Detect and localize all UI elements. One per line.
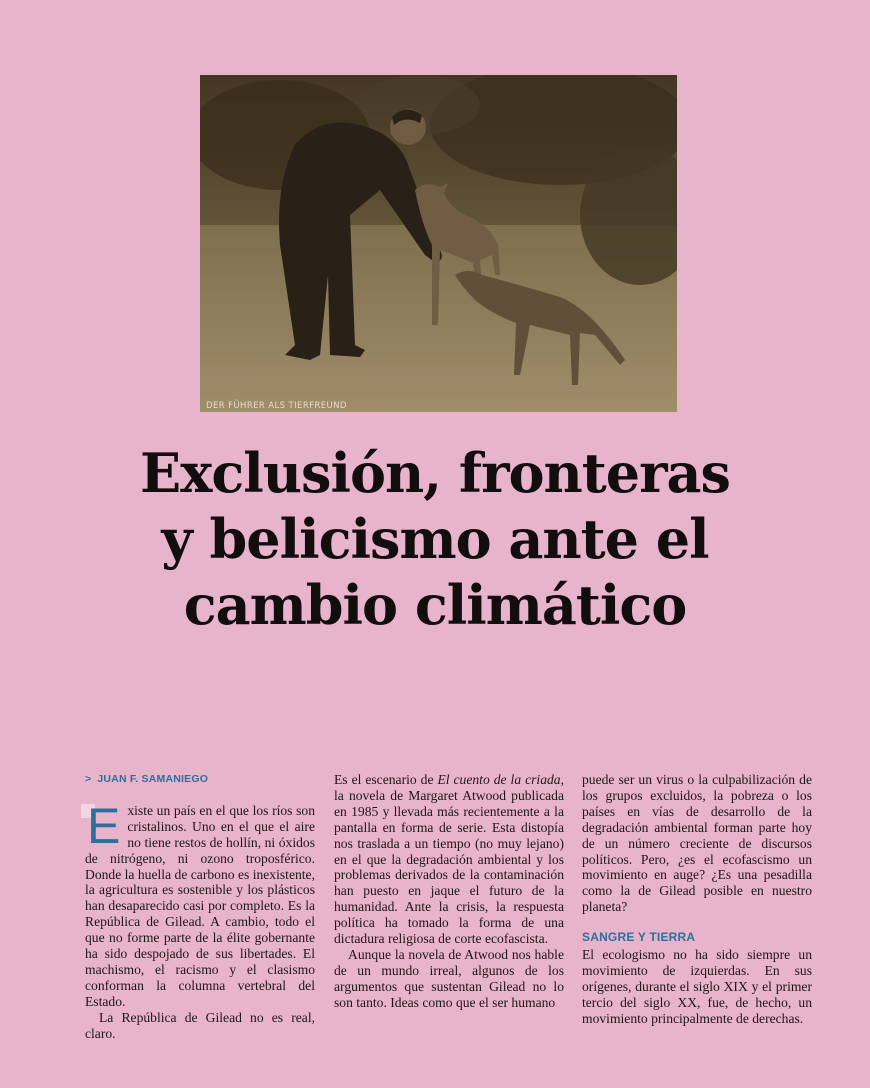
body-paragraph: Aunque la novela de Atwood nos hable de un mundo irreal, algunos de los argumentos que sustentan Gilead no lo son tanto. Ideas como que el ser humano <box>334 946 564 1010</box>
article-column-3 <box>582 772 812 1027</box>
paragraph-text: , la novela de Margaret Atwood publicada en 1985 y llevada más recientemente a la pantalla en forma de serie. Esta distopía nos traslada a un tiempo (no muy lejano) en el que la degradación ambiental y los problemas derivados de la contaminación han puesto en jaque el futuro de la humanidad. Ante la crisis, la respuesta política ha tomado la forma de una dictadura religiosa de corte ecofascista. <box>334 772 564 947</box>
article-column-1 <box>85 772 315 1042</box>
paragraph-text: Es el escenario de <box>334 772 438 787</box>
article-photo <box>200 75 677 412</box>
photo-illustration <box>200 75 677 412</box>
article-column-2 <box>334 772 564 1011</box>
title-line: cambio climático <box>183 573 687 637</box>
section-heading: SANGRE Y TIERRA <box>582 930 696 945</box>
body-paragraph: La República de Gilead no es real, claro. <box>85 1009 315 1041</box>
body-paragraph <box>334 772 564 947</box>
body-paragraph: El ecologismo no ha sido siempre un movimiento de izquierdas. En sus orígenes, durante el siglo XIX y el primer tercio del siglo XX, fue, de hecho, un movimiento principalmente de derechas. <box>582 947 812 1026</box>
author-name: JUAN F. SAMANIEGO <box>97 773 209 785</box>
title-line: y belicismo ante el <box>161 507 709 571</box>
paragraph-text: xiste un país en el que los ríos son cristalinos. Uno en el que el aire no tiene restos de hollín, ni óxidos de nitrógeno, ni ozono troposférico. Donde la huella de carbono es inexistente, la agricultura es sostenible y los plásticos han desaparecido casi por completo. Es la República de Gilead. A cambio, todo el que no forme parte de la élite gobernante ha sido despojado de sus libertades. El machismo, el racismo y el clasismo conforman la columna vertebral del Estado. <box>85 802 315 1009</box>
byline-marker: > <box>85 773 92 785</box>
article-title <box>60 440 810 638</box>
body-paragraph-continued: puede ser un virus o la culpabilización de los grupos excluidos, la pobreza o los países en vías de desarrollo de la degradación ambiental forman parte hoy de un número creciente de discursos políticos. Pero, ¿es el ecofascismo un movimiento en auge? ¿Es una pesadilla como la de Gilead posible en nuestro planeta? <box>582 772 812 915</box>
title-line: Exclusión, fronteras <box>140 441 730 505</box>
byline <box>85 772 315 788</box>
photo-caption: DER FÜHRER ALS TIERFREUND <box>206 401 347 411</box>
book-title: El cuento de la criada <box>437 772 561 787</box>
drop-cap: E <box>87 797 121 854</box>
body-paragraph <box>85 797 315 1010</box>
